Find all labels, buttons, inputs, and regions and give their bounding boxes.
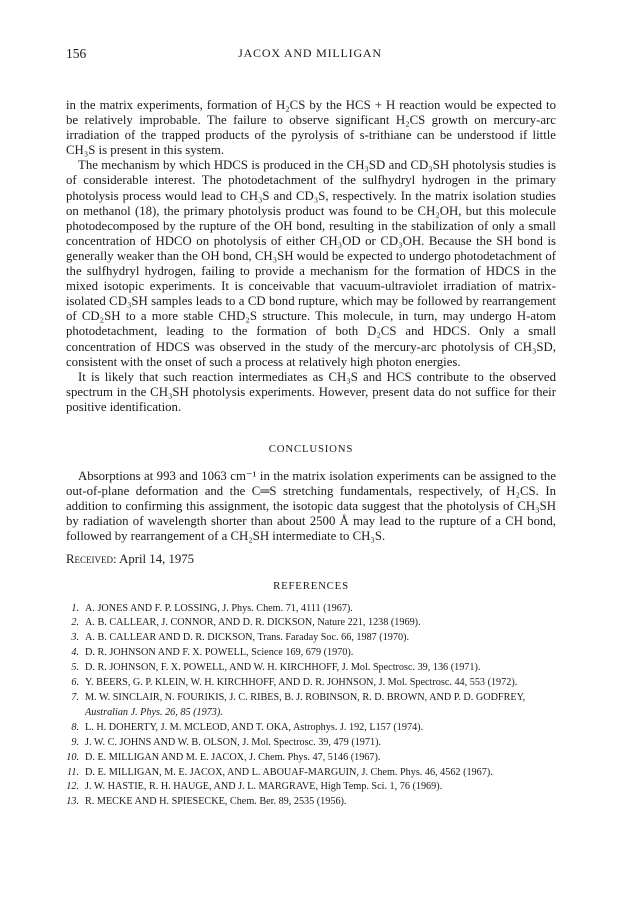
- reference-number: 10.: [66, 751, 79, 763]
- reference-item: [66, 631, 556, 646]
- running-title: JACOX AND MILLIGAN: [238, 46, 382, 60]
- reference-item: [66, 691, 556, 706]
- reference-text: D. E. MILLIGAN, M. E. JACOX, AND L. ABOUAF-MARGUIN, J. Chem. Phys. 46, 4562 (1967).: [85, 766, 493, 778]
- reference-number: 9.: [71, 736, 79, 748]
- reference-list: [66, 602, 556, 811]
- article-body: [66, 98, 556, 810]
- reference-text: L. H. DOHERTY, J. M. MCLEOD, AND T. OKA, Astrophys. J. 192, L157 (1974).: [85, 721, 424, 733]
- reference-number: 11.: [67, 766, 79, 778]
- reference-text: D. R. JOHNSON AND F. X. POWELL, Science 169, 679 (1970).: [85, 647, 354, 659]
- reference-item: [66, 780, 556, 795]
- references-heading: REFERENCES: [273, 579, 349, 592]
- reference-number: 1.: [71, 602, 79, 614]
- received-label: Received: [66, 552, 114, 567]
- reference-continuation: Australian J. Phys. 26, 85 (1973).: [85, 706, 223, 718]
- page-number: 156: [66, 46, 87, 61]
- reference-text: A. B. CALLEAR AND D. R. DICKSON, Trans. Faraday Soc. 66, 1987 (1970).: [85, 632, 410, 644]
- reference-item: [66, 766, 556, 781]
- reference-text: Y. BEERS, G. P. KLEIN, W. H. KIRCHHOFF, AND D. R. JOHNSON, J. Mol. Spectrosc. 44, 553 (1972).: [85, 677, 518, 689]
- reference-number: 3.: [71, 632, 79, 644]
- reference-item: [66, 721, 556, 736]
- reference-number: 4.: [71, 647, 79, 659]
- paragraph-intermediates: It is likely that such reaction intermediates as CH₃S and HCS contribute to the observed spectrum in the CH₃SH photolysis experiments. However, present data do not suffice for their positive identification.: [66, 369, 556, 414]
- reference-item: [66, 602, 556, 617]
- reference-text: J. W. HASTIE, R. H. HAUGE, AND J. L. MARGRAVE, High Temp. Sci. 1, 76 (1969).: [85, 781, 443, 793]
- reference-text: R. MECKE AND H. SPIESECKE, Chem. Ber. 89, 2535 (1956).: [85, 796, 347, 808]
- reference-number: 13.: [66, 796, 79, 808]
- reference-item: [66, 795, 556, 810]
- paragraph-continuation: in the matrix experiments, formation of H₂CS by the HCS + H reaction would be expected to be relatively improbable. The failure to observe significant H₂CS growth on mercury-arc irradiation of the trapped products of the pyrolysis of s-trithiane can be understood if little CH₃S is present in this system.: [66, 98, 556, 158]
- reference-text: D. E. MILLIGAN AND M. E. JACOX, J. Chem. Phys. 47, 5146 (1967).: [85, 751, 381, 763]
- reference-text: M. W. SINCLAIR, N. FOURIKIS, J. C. RIBES, B. J. ROBINSON, R. D. BROWN, AND P. D. GODFREY,: [85, 691, 526, 703]
- reference-text: D. R. JOHNSON, F. X. POWELL, AND W. H. KIRCHHOFF, J. Mol. Spectrosc. 39, 136 (1971).: [85, 662, 481, 674]
- reference-number: 6.: [71, 677, 79, 689]
- page-header: [66, 46, 554, 66]
- received-line: [66, 552, 556, 567]
- reference-number: 7.: [71, 691, 79, 703]
- reference-text: A. JONES AND F. P. LOSSING, J. Phys. Chem. 71, 4111 (1967).: [85, 602, 353, 614]
- reference-item: [66, 736, 556, 751]
- conclusions-text: Absorptions at 993 and 1063 cm⁻¹ in the matrix isolation experiments can be assigned to the out-of-plane deformation and the C═S stretching fundamentals, respectively, of H₂CS. In addition to confirming this assignment, the isotopic data suggest that the photolysis of CH₃SH by radiation of wavelength shorter than about 2500 Å may lead to the rupture of a CH bond, followed by rearrangement of a CH₂SH intermediate to CH₃S.: [66, 468, 556, 544]
- reference-text: A. B. CALLEAR, J. CONNOR, AND D. R. DICKSON, Nature 221, 1238 (1969).: [85, 617, 421, 629]
- reference-text: J. W. C. JOHNS AND W. B. OLSON, J. Mol. Spectrosc. 39, 479 (1971).: [85, 736, 382, 748]
- reference-item: [66, 616, 556, 631]
- paragraph-mechanism: The mechanism by which HDCS is produced in the CH₃SD and CD₃SH photolysis studies is of considerable interest. The photodetachment of the sulfhydryl hydrogen in the primary photolysis process would lead to CH₃S and CD₃S, respectively. In the matrix isolation studies on methanol (18), the primary photolysis product was found to be CH₂OH, but this molecule photodecomposed by the rupture of the OH bond, resulting in the stabilization of only a small concentration of HDCO on photolysis of either CH₃OD or CD₃OH. Because the SH bond is generally weaker than the OH bond, CH₃SH would be expected to undergo photodetachment of the sulfhydryl hydrogen, failing to provide a mechanism for the formation of HDCS in the mixed isotopic experiments. It is conceivable that vacuum-ultraviolet irradiation of matrix-isolated CD₃SH samples leads to a CD bond rupture, which may be followed by rearrangement of CD₂SH to a more stable CHD₂S structure. This molecule, in turn, may undergo H-atom photodetachment, leading to the formation of both D₂CS and HDCS. Only a small concentration of HDCS was observed in the study of the mercury-arc photolysis of CH₃SD, consistent with the onset of such a process at relatively high photon energies.: [66, 158, 556, 369]
- reference-number: 12.: [66, 781, 79, 793]
- reference-item: [66, 661, 556, 676]
- reference-item: [66, 646, 556, 661]
- reference-item: [66, 676, 556, 691]
- conclusions-heading: CONCLUSIONS: [268, 442, 354, 455]
- reference-item: [66, 751, 556, 766]
- reference-number: 5.: [71, 662, 79, 674]
- received-date: : April 14, 1975: [113, 552, 195, 567]
- reference-number: 2.: [71, 617, 79, 629]
- reference-number: 8.: [71, 721, 79, 733]
